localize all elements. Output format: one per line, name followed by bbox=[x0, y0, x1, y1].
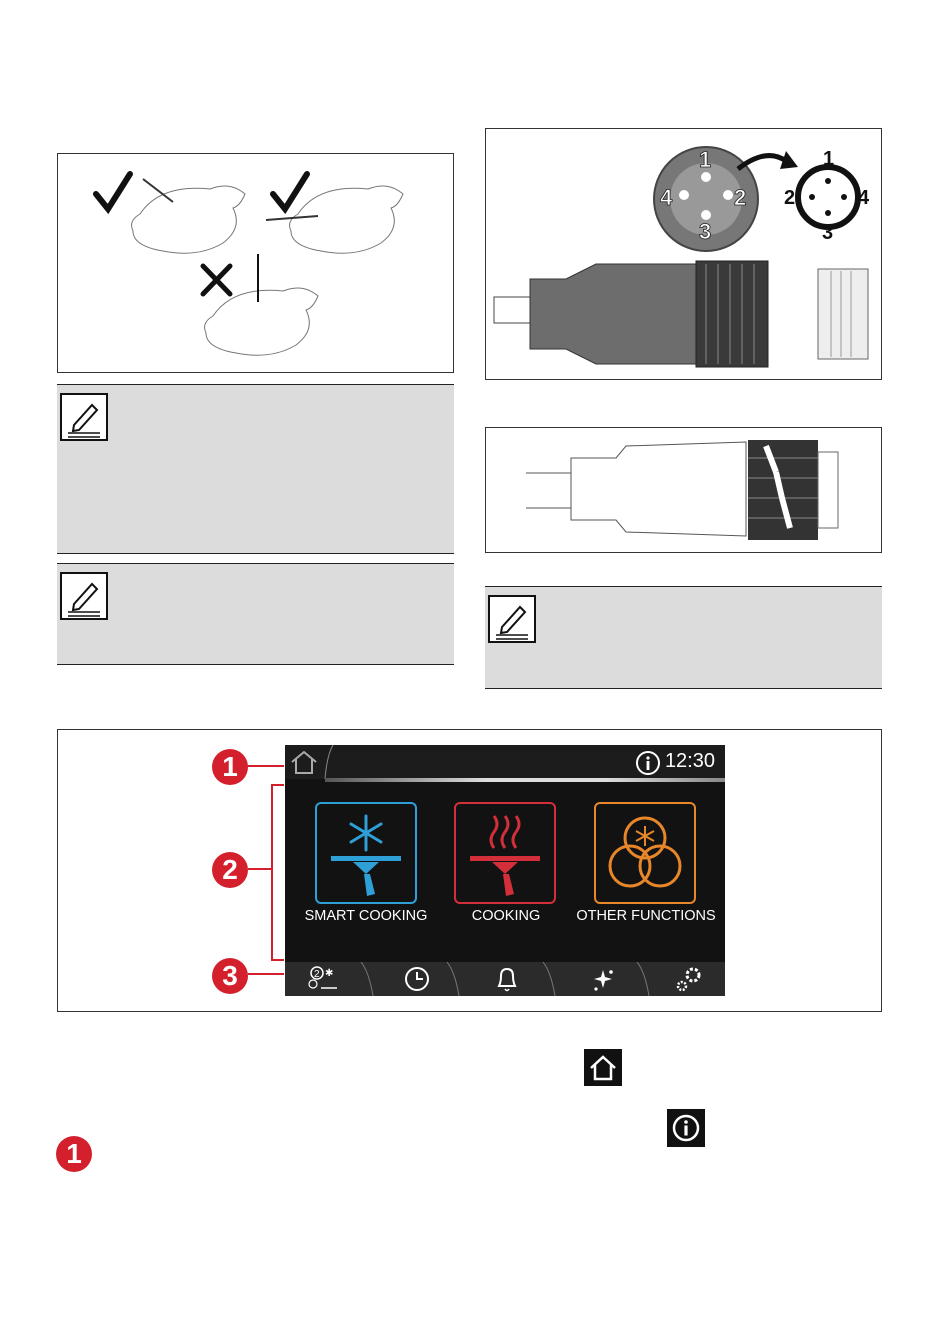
chicken-probe-drawing bbox=[58, 154, 453, 372]
smart-cooking-label: SMART COOKING bbox=[304, 908, 428, 924]
connector-drawing bbox=[486, 129, 881, 379]
pin-label: 1 bbox=[823, 148, 835, 170]
pin-label: 1 bbox=[699, 147, 712, 172]
check-icon bbox=[96, 174, 130, 209]
info-icon[interactable] bbox=[635, 750, 661, 776]
connector-tighten-figure bbox=[485, 427, 882, 553]
pin-label: 2 bbox=[734, 185, 747, 210]
home-icon bbox=[584, 1049, 622, 1086]
note-box bbox=[485, 586, 882, 689]
pin-label: 4 bbox=[660, 185, 673, 210]
cooking-button[interactable] bbox=[454, 802, 556, 904]
tab-separators bbox=[285, 962, 725, 996]
pin-label: 3 bbox=[822, 222, 834, 244]
cross-icon bbox=[203, 266, 230, 294]
note-box bbox=[57, 563, 454, 665]
callout-marker: 2 bbox=[212, 852, 248, 888]
probe-placement-figure bbox=[57, 153, 454, 373]
home-icon[interactable] bbox=[289, 749, 319, 775]
note-box bbox=[57, 384, 454, 554]
top-divider bbox=[325, 778, 725, 782]
info-icon bbox=[667, 1109, 705, 1147]
oven-display bbox=[285, 745, 725, 996]
connector-figure bbox=[485, 128, 882, 380]
callout-marker: 1 bbox=[212, 749, 248, 785]
pin-label: 4 bbox=[858, 187, 870, 209]
snowflake-tray-icon bbox=[317, 804, 415, 902]
cooking-label: COOKING bbox=[471, 908, 541, 924]
svg-text:2: 2 bbox=[314, 969, 320, 980]
note-pencil-icon bbox=[60, 393, 108, 441]
other-functions-label: OTHER FUNCTIONS bbox=[576, 908, 716, 924]
clock: 12:30 bbox=[664, 750, 715, 772]
bottom-tab-bar bbox=[285, 962, 725, 996]
note-pencil-icon bbox=[488, 595, 536, 643]
top-bar bbox=[285, 745, 725, 779]
smart-cooking-button[interactable] bbox=[315, 802, 417, 904]
other-functions-button[interactable] bbox=[594, 802, 696, 904]
connector-tighten-drawing bbox=[486, 428, 881, 552]
check-icon bbox=[273, 174, 307, 209]
svg-text:✱: ✱ bbox=[325, 968, 334, 979]
pin-label: 2 bbox=[784, 187, 796, 209]
pin-label: 3 bbox=[699, 219, 712, 244]
callout-marker: 1 bbox=[56, 1136, 92, 1172]
steam-tray-icon bbox=[456, 804, 554, 902]
callout-marker: 3 bbox=[212, 958, 248, 994]
tab-separator bbox=[321, 745, 335, 779]
multi-function-icon bbox=[596, 804, 694, 902]
note-pencil-icon bbox=[60, 572, 108, 620]
callout-lines bbox=[248, 755, 288, 985]
